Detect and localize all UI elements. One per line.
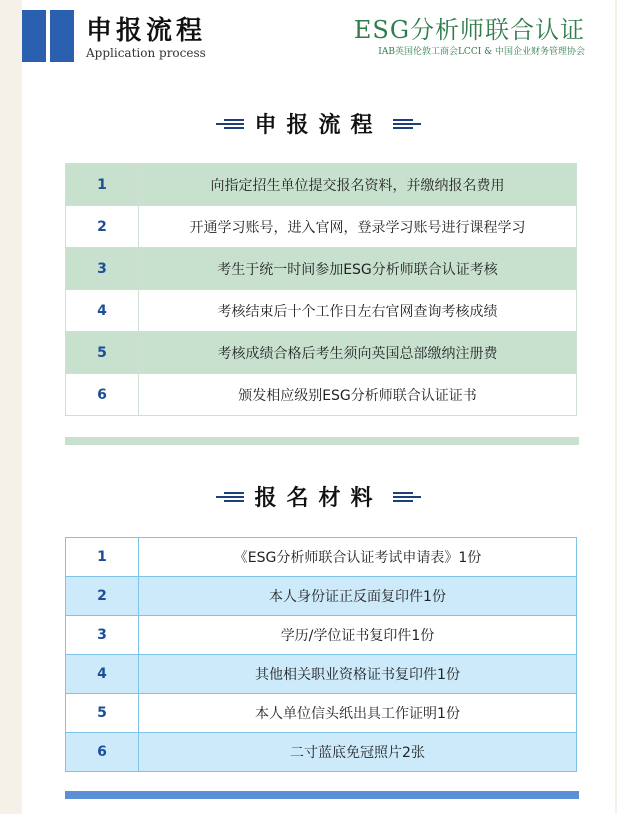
row-number: 2 (66, 206, 139, 248)
row-text: 考核结束后十个工作日左右官网查询考核成绩 (139, 290, 577, 332)
row-text: 学历/学位证书复印件1份 (139, 616, 577, 655)
row-number: 3 (66, 248, 139, 290)
row-number: 1 (66, 164, 139, 206)
materials-table (65, 537, 577, 772)
title-deco-right-icon (393, 491, 421, 503)
table-row (66, 694, 577, 733)
process-table (65, 163, 577, 416)
row-text: 本人身份证正反面复印件1份 (139, 577, 577, 616)
title-deco-left-icon (216, 118, 244, 130)
table-row (66, 374, 577, 416)
row-number: 5 (66, 332, 139, 374)
document-page (22, 0, 615, 814)
header-title: 申报流程 (86, 16, 207, 46)
brand-bar-left (22, 10, 46, 62)
row-text: 《ESG分析师联合认证考试申请表》1份 (139, 538, 577, 577)
table-row (66, 538, 577, 577)
table-row (66, 332, 577, 374)
brand-bar-right (50, 10, 74, 62)
row-number: 1 (66, 538, 139, 577)
row-text: 本人单位信头纸出具工作证明1份 (139, 694, 577, 733)
process-title-text: 申报流程 (254, 113, 383, 138)
table-row (66, 206, 577, 248)
row-number: 3 (66, 616, 139, 655)
row-text: 颁发相应级别ESG分析师联合认证证书 (139, 374, 577, 416)
row-number: 6 (66, 733, 139, 772)
row-text: 开通学习账号，进入官网，登录学习账号进行课程学习 (139, 206, 577, 248)
organizations-line: IAB英国伦敦工商会LCCI & 中国企业财务管理协会 (378, 47, 585, 57)
materials-section-title (22, 481, 615, 512)
title-deco-left-icon (216, 491, 244, 503)
process-section-title (22, 108, 615, 139)
certification-title: ESG分析师联合认证 (353, 16, 585, 44)
table-row (66, 655, 577, 694)
row-number: 6 (66, 374, 139, 416)
row-text: 向指定招生单位提交报名资料，并缴纳报名费用 (139, 164, 577, 206)
materials-title-text: 报名材料 (254, 486, 383, 511)
table-row (66, 577, 577, 616)
row-number: 5 (66, 694, 139, 733)
brand-bar-logo (22, 10, 74, 62)
row-number: 4 (66, 655, 139, 694)
table-row (66, 164, 577, 206)
table-row (66, 733, 577, 772)
row-text: 考核成绩合格后考生须向英国总部缴纳注册费 (139, 332, 577, 374)
row-text: 其他相关职业资格证书复印件1份 (139, 655, 577, 694)
header-subtitle: Application process (86, 46, 206, 60)
table-row (66, 290, 577, 332)
row-text: 二寸蓝底免冠照片2张 (139, 733, 577, 772)
row-number: 4 (66, 290, 139, 332)
title-deco-right-icon (393, 118, 421, 130)
section-divider-green (65, 437, 579, 445)
table-row (66, 248, 577, 290)
table-row (66, 616, 577, 655)
row-number: 2 (66, 577, 139, 616)
row-text: 考生于统一时间参加ESG分析师联合认证考核 (139, 248, 577, 290)
section-divider-blue (65, 791, 579, 799)
